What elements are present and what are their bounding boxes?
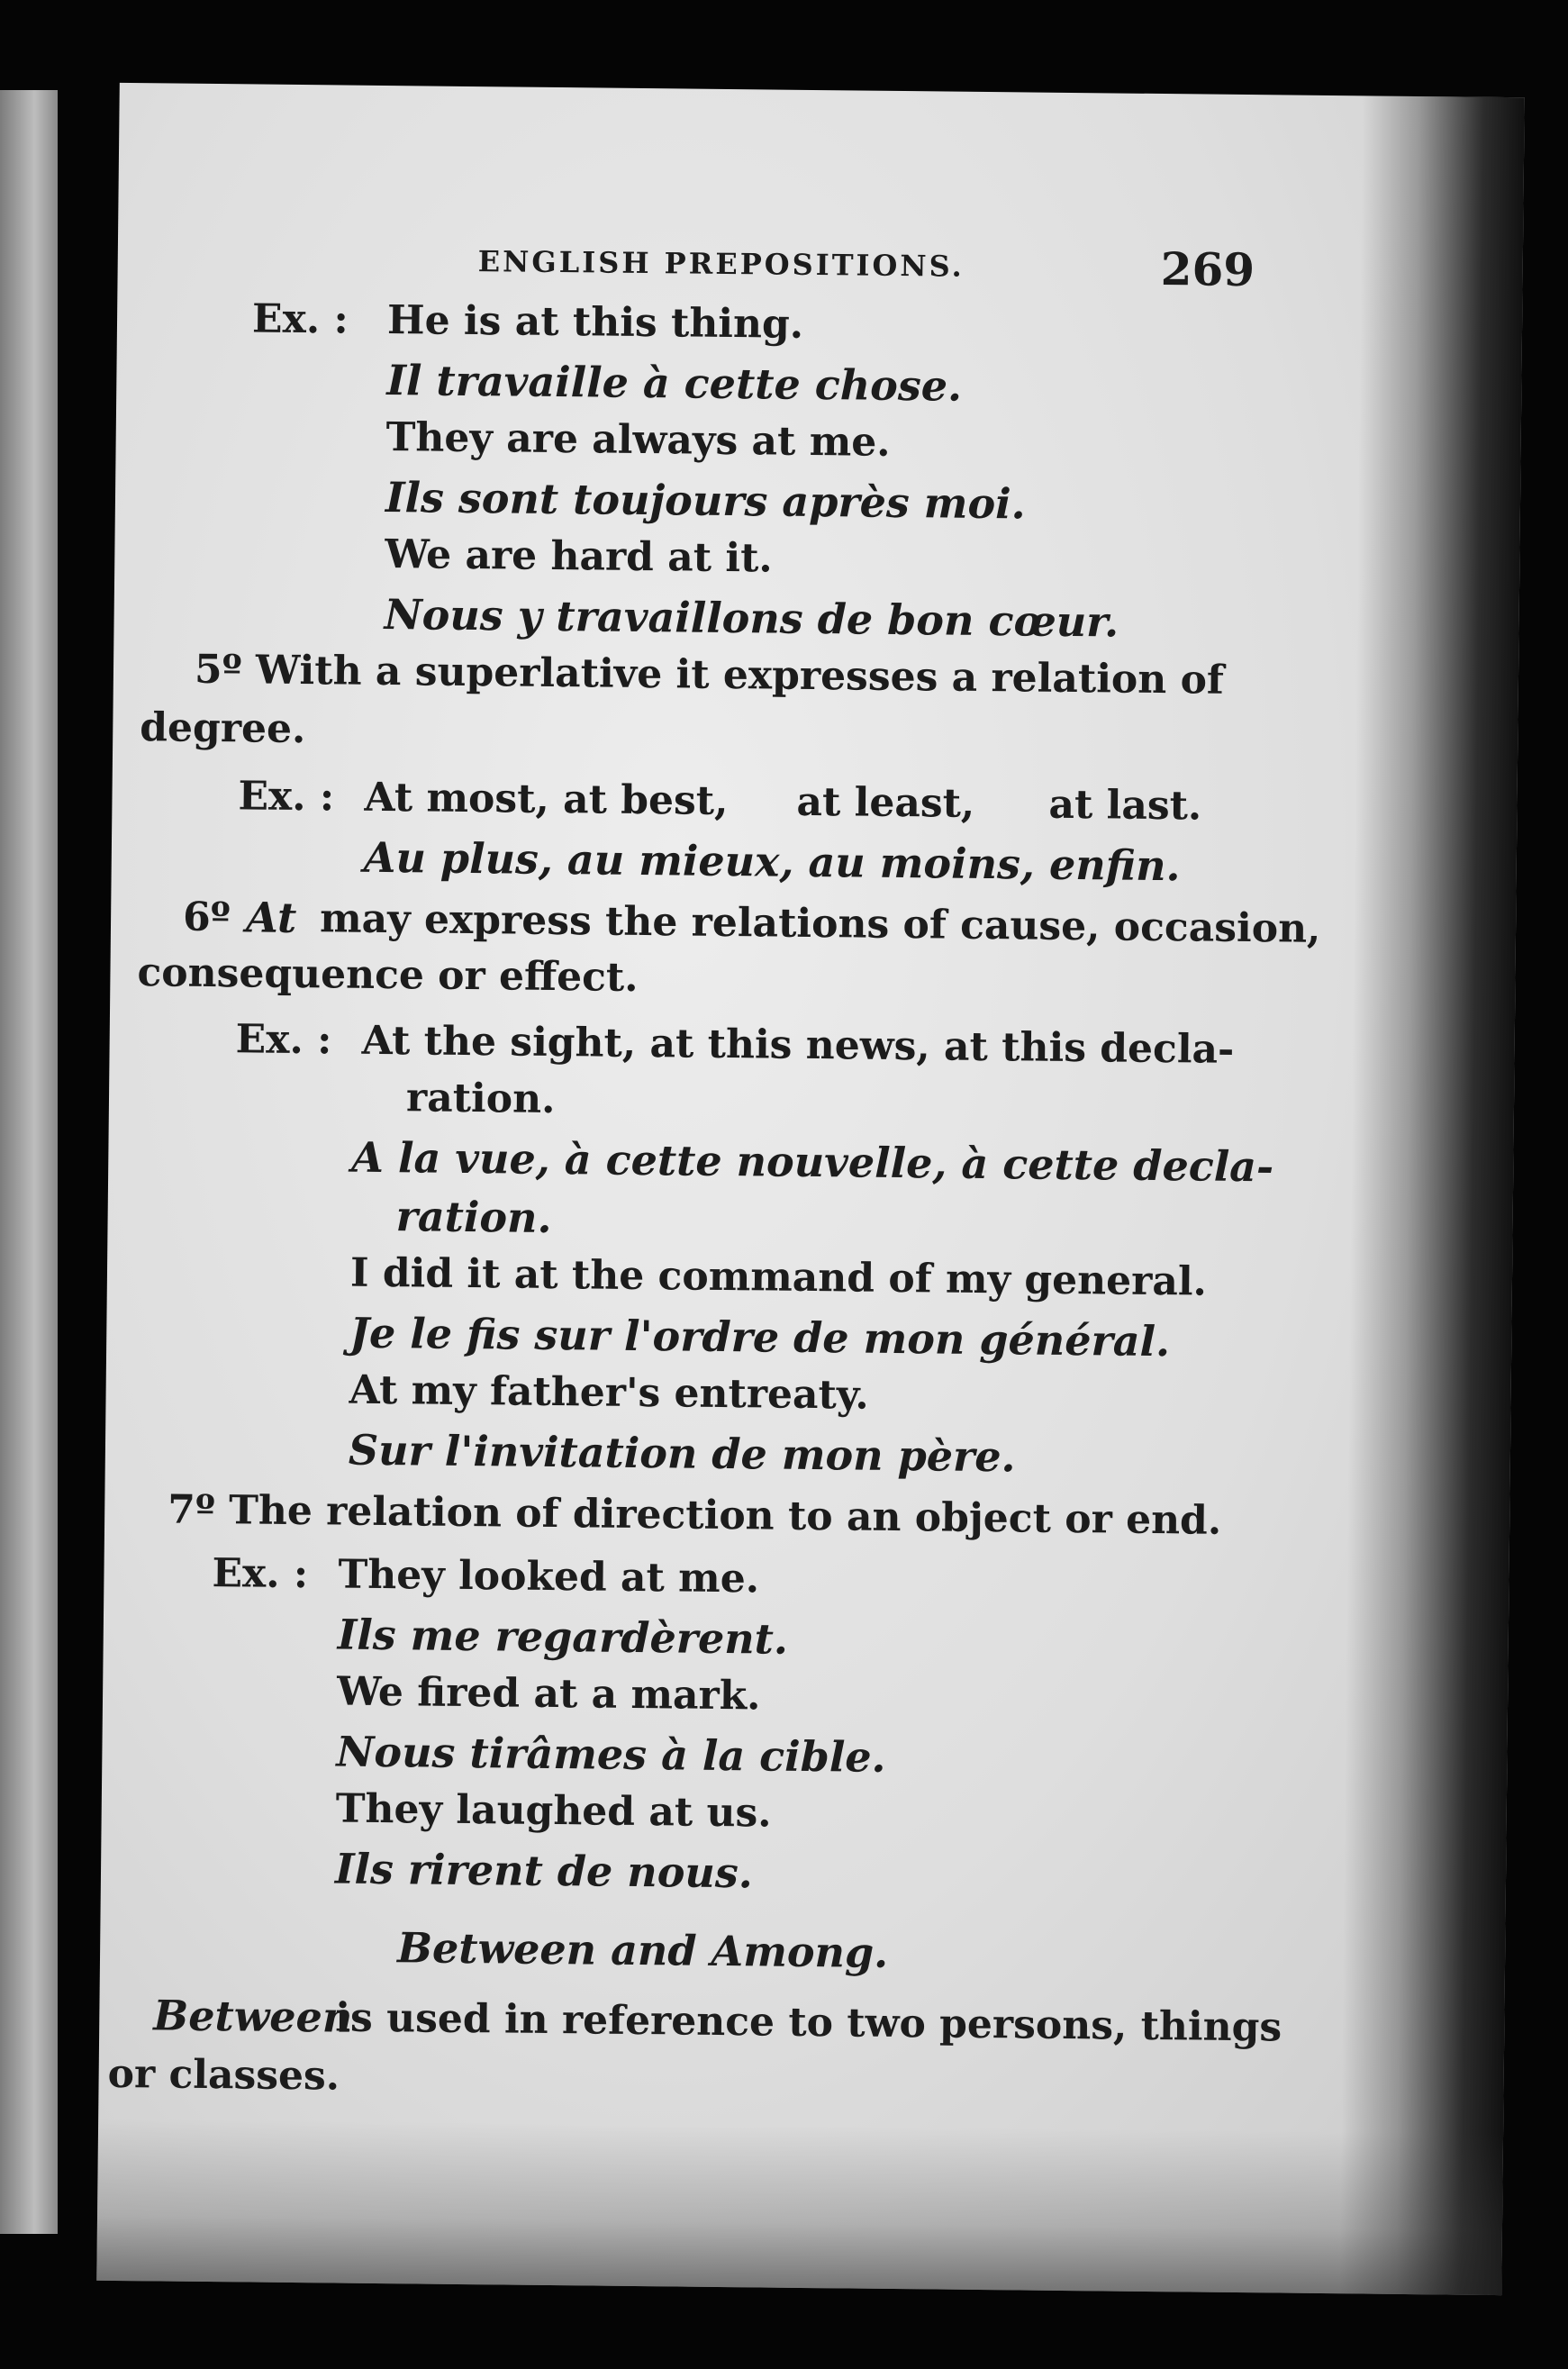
example-english: At the sight, at this news, at this decla- xyxy=(361,1017,1235,1073)
example-french: Sur l'invitation de mon père. xyxy=(348,1425,1016,1482)
example-french: Ils rirent de nous. xyxy=(334,1844,754,1898)
paragraph-keyword: Between xyxy=(153,1991,353,2042)
example-french: Nous y travaillons de bon cœur. xyxy=(384,590,1119,647)
example-french: Nous tirâmes à la cible. xyxy=(336,1727,886,1782)
rule-number: 6º xyxy=(182,894,231,941)
section-heading: Between and Among. xyxy=(396,1923,889,1977)
example-french: Ils sont toujours après moi. xyxy=(385,473,1026,529)
rule-paragraph: 7º The relation of direction to an object or end. xyxy=(167,1486,1222,1544)
example-label: Ex. : xyxy=(251,295,349,343)
rule-paragraph: 5º With a superlative it expresses a relation of xyxy=(194,646,1225,703)
example-english: We fired at a mark. xyxy=(336,1668,761,1720)
page-number: 269 xyxy=(1160,242,1255,297)
example-label: Ex. : xyxy=(238,773,335,821)
example-english: At most, at best, xyxy=(364,774,729,825)
example-english: ration. xyxy=(405,1075,556,1123)
example-label: Ex. : xyxy=(235,1016,332,1064)
body-paragraph: or classes. xyxy=(107,2050,340,2100)
body-paragraph: is used in reference to two persons, things xyxy=(335,1994,1282,2051)
example-label: Ex. : xyxy=(212,1550,309,1598)
book-page xyxy=(96,83,1524,2295)
example-french: Au plus, au mieux, au moins, enfin. xyxy=(363,832,1181,891)
rule-paragraph: degree. xyxy=(140,704,306,753)
example-english: At my father's entreaty. xyxy=(349,1366,869,1419)
rule-paragraph: may express the relations of cause, occasion, xyxy=(319,895,1321,952)
example-english: They are always at me. xyxy=(385,414,891,466)
example-french: ration. xyxy=(395,1192,552,1242)
example-french: Il travaille à cette chose. xyxy=(386,356,963,411)
example-english: at least, xyxy=(796,778,975,827)
example-french: A la vue, à cette nouvelle, à cette decla- xyxy=(351,1132,1274,1192)
example-english: They looked at me. xyxy=(338,1551,760,1602)
example-english: They laughed at us. xyxy=(335,1785,772,1837)
adjacent-page-edge xyxy=(0,90,58,2234)
example-english: at last. xyxy=(1048,781,1202,830)
page-bottom-shadow xyxy=(96,2119,1503,2295)
example-english: We are hard at it. xyxy=(385,531,774,582)
rule-paragraph: consequence or effect. xyxy=(137,949,639,1001)
example-french: Ils me regardèrent. xyxy=(337,1610,789,1664)
rule-keyword: At xyxy=(245,893,297,943)
running-title: ENGLISH PREPOSITIONS. xyxy=(477,244,965,284)
example-english: I did it at the command of my general. xyxy=(349,1249,1208,1305)
page-edge-shadow xyxy=(1339,95,1525,2295)
example-english: He is at this thing. xyxy=(386,297,804,348)
example-french: Je le fis sur l'ordre de mon général. xyxy=(349,1308,1171,1366)
